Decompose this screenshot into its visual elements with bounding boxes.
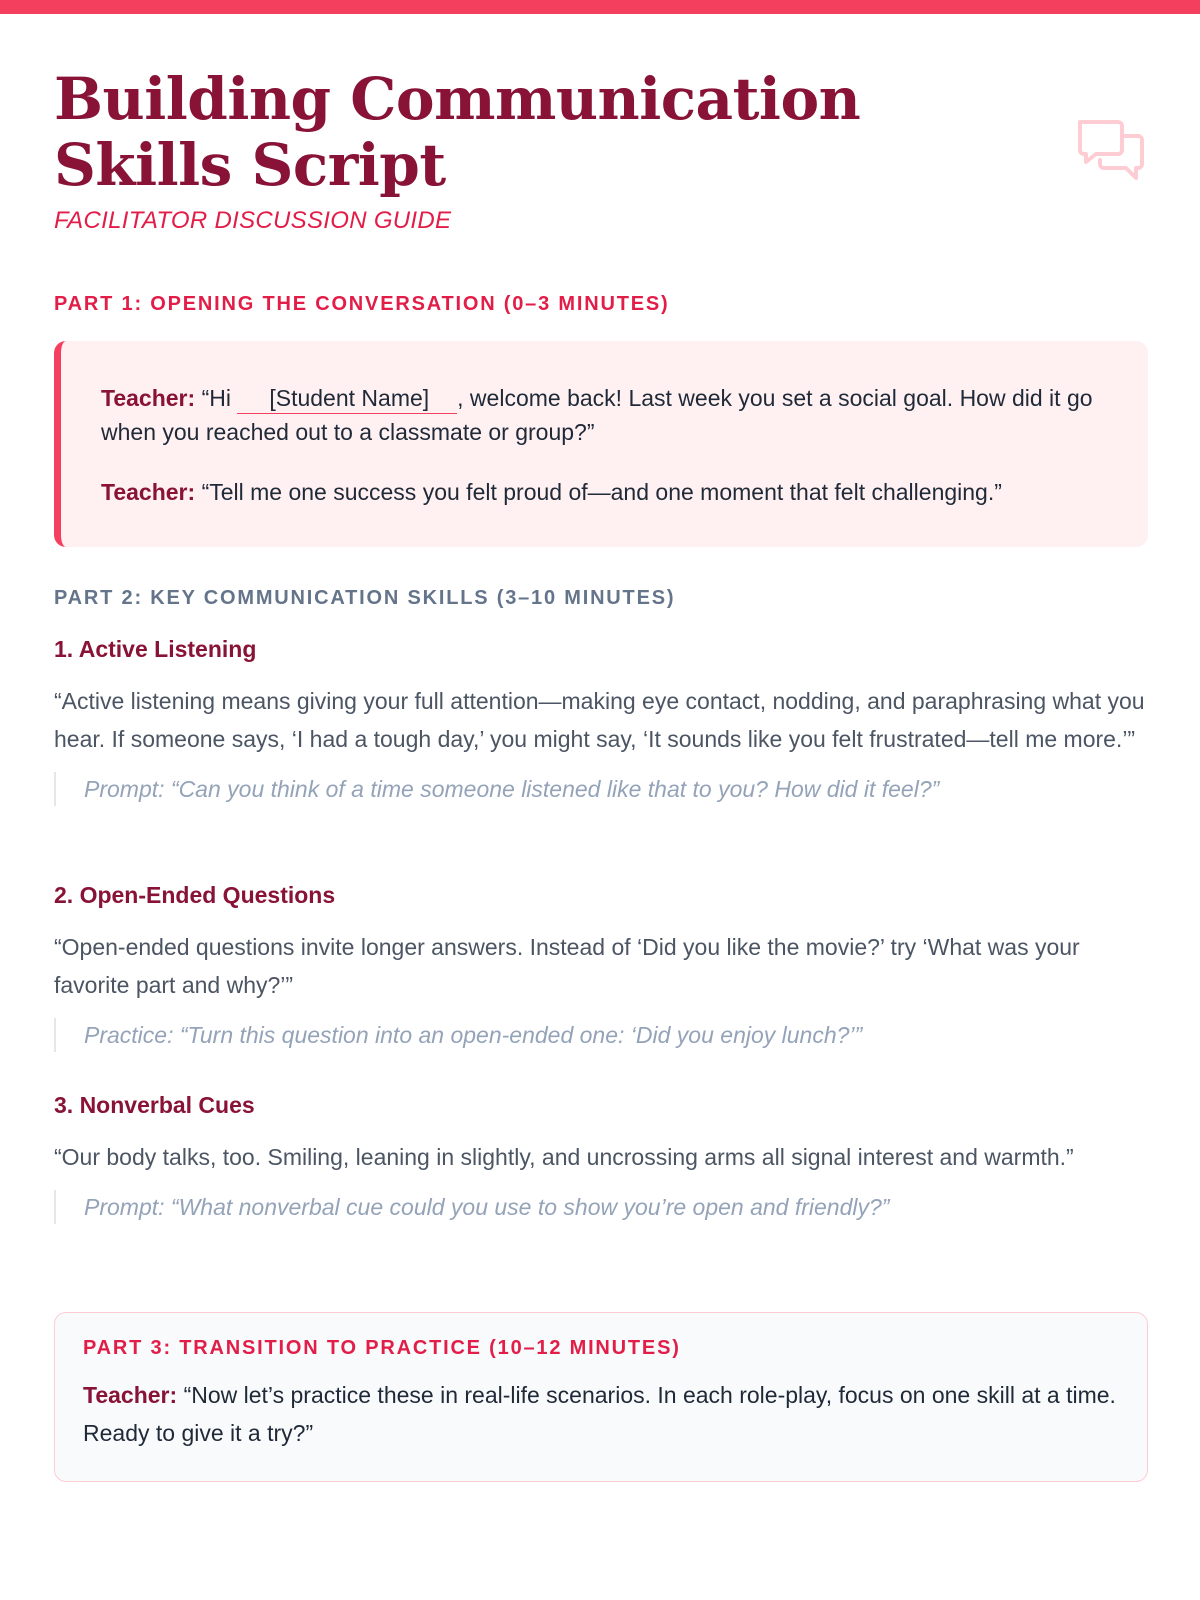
line-text: “Now let’s practice these in real-life scenarios. In each role-play, focus on one skill at a time. Ready to give it a try?”: [83, 1382, 1116, 1446]
skill-body: “Open-ended questions invite longer answers. Instead of ‘Did you like the movie?’ try ‘What was your favorite part and why?’”: [54, 934, 1080, 998]
skill-body: “Our body talks, too. Smiling, leaning in slightly, and uncrossing arms all signal interest and warmth.”: [54, 1144, 1074, 1170]
opening-callout: [54, 341, 1148, 547]
part2-heading: PART 2: KEY COMMUNICATION SKILLS (3–10 MINUTES): [54, 587, 676, 609]
skill-prompt: Practice: “Turn this question into an open-ended one: ‘Did you enjoy lunch?’”: [54, 1018, 1148, 1052]
page-subtitle: FACILITATOR DISCUSSION GUIDE: [54, 207, 452, 234]
part1-heading: PART 1: OPENING THE CONVERSATION (0–3 MINUTES): [54, 293, 670, 315]
skill-body: “Active listening means giving your full attention—making eye contact, nodding, and paraphrasing what you hear. If someone says, ‘I had a tough day,’ you might say, ‘It sounds like you felt frustrated—tell me more.’”: [54, 688, 1145, 752]
transition-text: [83, 1376, 1119, 1452]
teacher-line-1: [101, 381, 1108, 449]
line-text: “Tell me one success you felt proud of—and one moment that felt challenging.”: [201, 479, 1002, 505]
transition-box: [54, 1312, 1148, 1482]
script-page: [54, 0, 1148, 1446]
page-header: [54, 0, 1148, 236]
speaker-label: Teacher:: [101, 479, 196, 505]
student-name-blank: [Student Name]: [237, 383, 457, 414]
skill-active-listening: [54, 634, 1148, 806]
skill-title: 1. Active Listening: [54, 636, 257, 662]
speaker-label: Teacher:: [101, 385, 196, 411]
chat-bubbles-icon: [1074, 116, 1148, 190]
speaker-label: Teacher:: [83, 1382, 178, 1408]
part3-heading: PART 3: TRANSITION TO PRACTICE (10–12 MINUTES): [83, 1337, 681, 1359]
skill-open-ended-questions: [54, 880, 1148, 1052]
page-title: Building Communication Skills Script: [54, 65, 861, 199]
skill-prompt: Prompt: “What nonverbal cue could you use to show you’re open and friendly?”: [54, 1190, 1148, 1224]
line-text-before: “Hi: [201, 385, 231, 411]
skill-title: 3. Nonverbal Cues: [54, 1092, 255, 1118]
skill-title: 2. Open-Ended Questions: [54, 882, 336, 908]
skill-prompt: Prompt: “Can you think of a time someone listened like that to you? How did it feel?”: [54, 772, 1148, 806]
line-text-after: , welcome back! Last week you set a social goal. How did it go when you reached out to a classmate or group?”: [101, 385, 1093, 445]
skill-nonverbal-cues: [54, 1090, 1148, 1224]
teacher-line-2: [101, 475, 1108, 509]
